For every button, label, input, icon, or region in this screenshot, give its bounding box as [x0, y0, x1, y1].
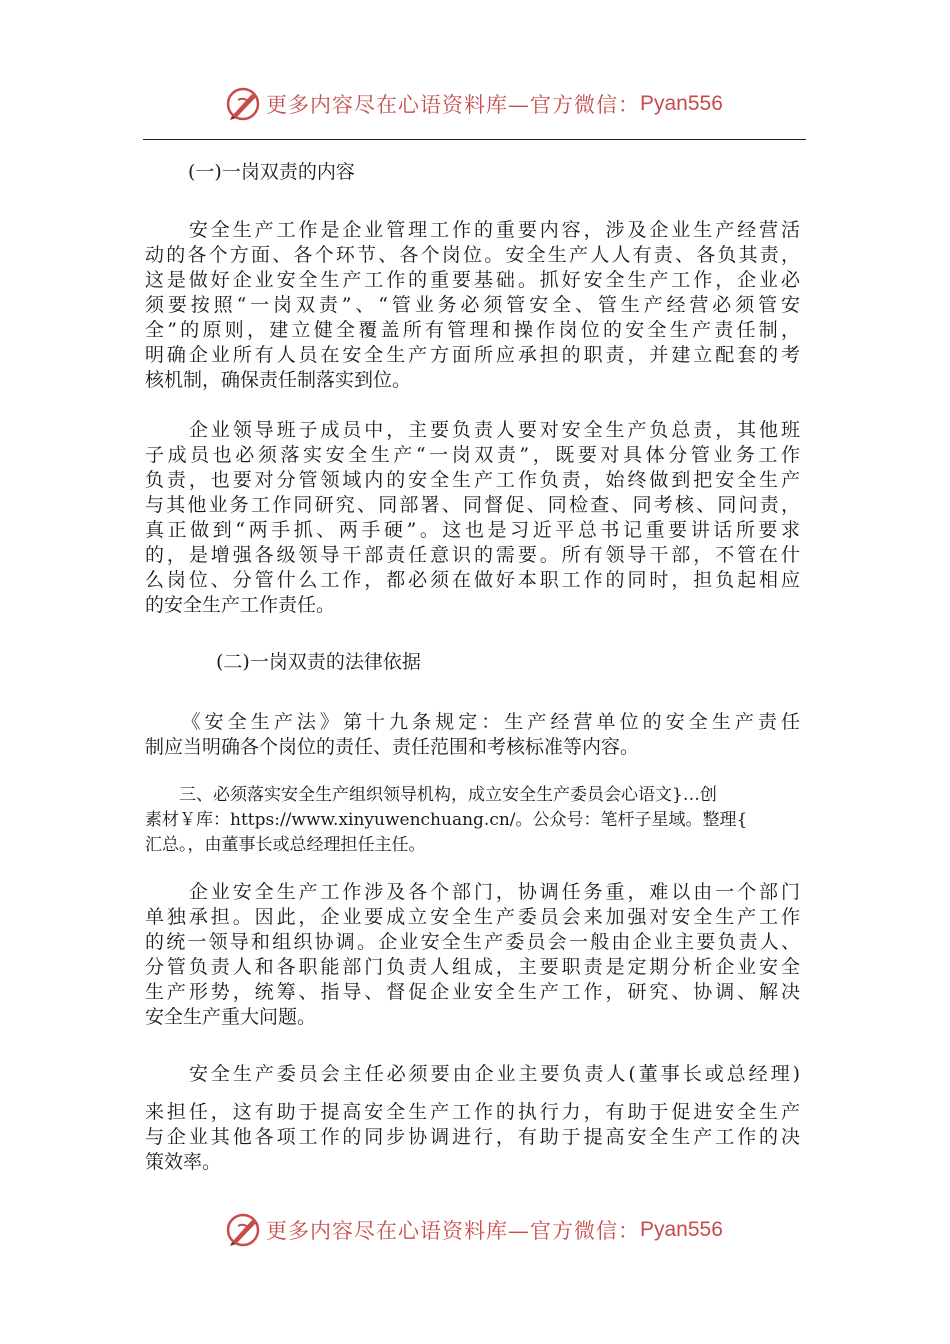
text-line: 《安全生产法》第十九条规定：生产经营单位的安全生产责任: [145, 711, 800, 733]
text-line: 与企业其他各项工作的同步协调进行，有助于提高安全生产工作的决: [145, 1126, 800, 1148]
section3-paragraph-1: [145, 783, 800, 858]
text-line: 须要按照“一岗双责”、“管业务必须管安全、管生产经营必须管安: [145, 294, 800, 316]
section3-paragraph-2: [145, 880, 800, 1030]
text-line: 子成员也必须落实安全生产“一岗双责”，既要对具体分管业务工作: [145, 444, 800, 466]
text-line: 制应当明确各个岗位的责任、责任范围和考核标准等内容。: [145, 736, 640, 758]
text-line: 动的各个方面、各个环节、各个岗位。安全生产人人有责、各负其责，: [145, 244, 800, 266]
text-line: 安全生产工作是企业管理工作的重要内容，涉及企业生产经营活: [145, 219, 800, 241]
header-banner-text: 更多内容尽在心语资料库—官方微信：: [266, 93, 640, 117]
text-line: 企业领导班子成员中，主要负责人要对安全生产负总责，其他班: [145, 419, 800, 441]
section3-paragraph-3: [145, 1100, 800, 1175]
section1-heading: (一)一岗双责的内容: [188, 161, 355, 183]
section2-heading: (二)一岗双责的法律依据: [216, 651, 421, 673]
text-line: 的安全生产工作责任。: [145, 594, 336, 616]
text-line: 素材￥库：https://www.xinyuwenchuang.cn/。公众号：笔杆子星域。整理{: [145, 810, 748, 830]
footer-banner: [0, 1210, 950, 1250]
text-line: 生产形势，统筹、指导、督促企业安全生产工作，研究、协调、解决: [145, 981, 800, 1003]
text-line: 策效率。: [145, 1151, 222, 1173]
text-line: 来担任，这有助于提高安全生产工作的执行力，有助于促进安全生产: [145, 1101, 800, 1123]
text-line: 汇总。，由董事长或总经理担任主任。: [145, 835, 426, 855]
text-line: 三、必须落实安全生产组织领导机构，成立安全生产委员会心语文}…创: [145, 785, 717, 805]
text-line: 安全生产委员会主任必须要由企业主要负责人(董事长或总经理): [145, 1063, 800, 1085]
section2-paragraph-1: [145, 710, 800, 760]
text-line: 负责，也要对分管领域内的安全生产工作负责，始终做到把安全生产: [145, 469, 800, 491]
text-line: 核机制，确保责任制落实到位。: [145, 369, 412, 391]
text-line: 明确企业所有人员在安全生产方面所应承担的职责，并建立配套的考: [145, 344, 800, 366]
text-line: 的，是增强各级领导干部责任意识的需要。所有领导干部，不管在什: [145, 544, 800, 566]
text-line: 与其他业务工作同研究、同部署、同督促、同检查、同考核、同问责，: [145, 494, 800, 516]
text-line: 这是做好企业安全生产工作的重要基础。抓好安全生产工作，企业必: [145, 269, 800, 291]
footer-wechat-id: Pyan556: [640, 1218, 723, 1241]
text-line: 分管负责人和各职能部门负责人组成，主要职责是定期分析企业安全: [145, 956, 800, 978]
section1-paragraph-2: [145, 418, 800, 618]
pen-logo-icon: [226, 1212, 262, 1248]
footer-banner-text: 更多内容尽在心语资料库—官方微信：: [266, 1219, 640, 1243]
section1-paragraph-1: [145, 218, 800, 393]
text-line: 单独承担。因此，企业要成立安全生产委员会来加强对安全生产工作: [145, 906, 800, 928]
text-line: 全”的原则，建立健全覆盖所有管理和操作岗位的安全生产责任制，: [145, 319, 800, 341]
text-line: 安全生产重大问题。: [145, 1006, 317, 1028]
section3-paragraph-3-first-line: [145, 1062, 800, 1087]
header-divider: [143, 139, 806, 140]
text-line: 企业安全生产工作涉及各个部门，协调任务重，难以由一个部门: [145, 881, 800, 903]
text-line: 的统一领导和组织协调。企业安全生产委员会一般由企业主要负责人、: [145, 931, 800, 953]
pen-logo-icon: [226, 86, 262, 122]
header-banner: [0, 84, 950, 124]
text-line: 真正做到“两手抓、两手硬”。这也是习近平总书记重要讲话所要求: [145, 519, 800, 541]
header-wechat-id: Pyan556: [640, 92, 723, 115]
text-line: 么岗位、分管什么工作，都必须在做好本职工作的同时，担负起相应: [145, 569, 800, 591]
